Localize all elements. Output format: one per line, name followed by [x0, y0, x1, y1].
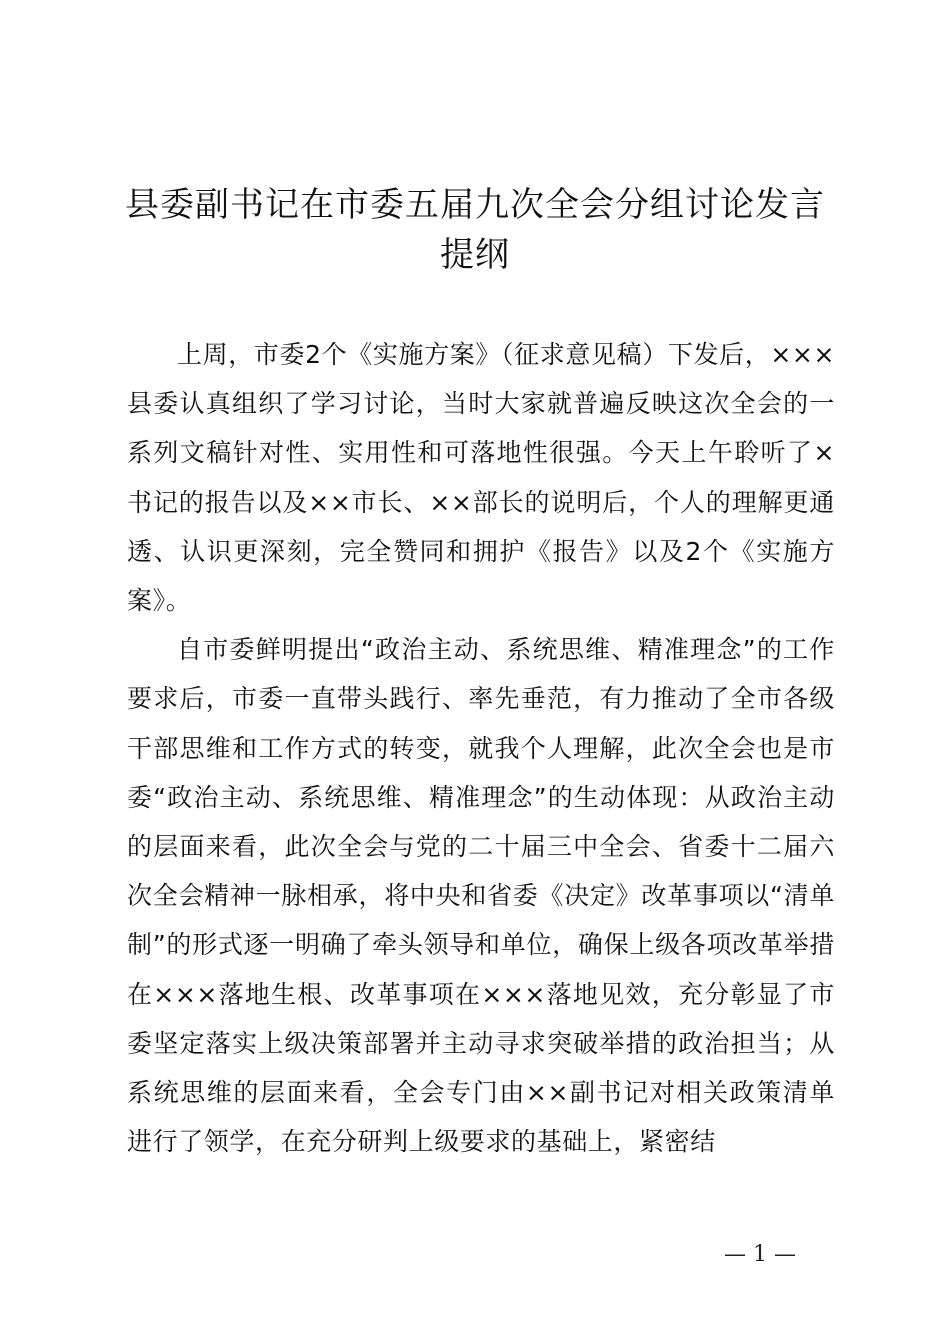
paragraph-1: 上周，市委2个《实施方案》（征求意见稿）下发后，×××县委认真组织了学习讨论，当时大家就普遍反映这次全会的一系列文稿针对性、实用性和可落地性很强。今天上午聆听了×书记的报告以及××市长、××部长的说明后，个人的理解更通透、认识更深刻，完全赞同和拥护《报告》以及2个《实施方案》。: [127, 340, 835, 616]
document-body: [127, 330, 835, 1166]
paragraph-2: 自市委鲜明提出“政治主动、系统思维、精准理念”的工作要求后，市委一直带头践行、率先垂范，有力推动了全市各级干部思维和工作方式的转变，就我个人理解，此次全会也是市委“政治主动、系统思维、精准理念”的生动体现：从政治主动的层面来看，此次全会与党的二十届三中全会、省委十二届六次全会精神一脉相承，将中央和省委《决定》改革事项以“清单制”的形式逐一明确了牵头领导和单位，确保上级各项改革举措在×××落地生根、改革事项在×××落地见效，充分彰显了市委坚定落实上级决策部署并主动寻求突破举措的政治担当；从系统思维的层面来看，全会专门由××副书记对相关政策清单进行了领学，在充分研判上级要求的基础上，紧密结: [127, 635, 835, 1157]
page-number: — 1 —: [724, 1242, 796, 1267]
title-line-2: 提纲: [440, 235, 510, 275]
title-line-1: 县委副书记在市委五届九次全会分组讨论发言: [125, 185, 825, 225]
document-title: [110, 180, 840, 280]
